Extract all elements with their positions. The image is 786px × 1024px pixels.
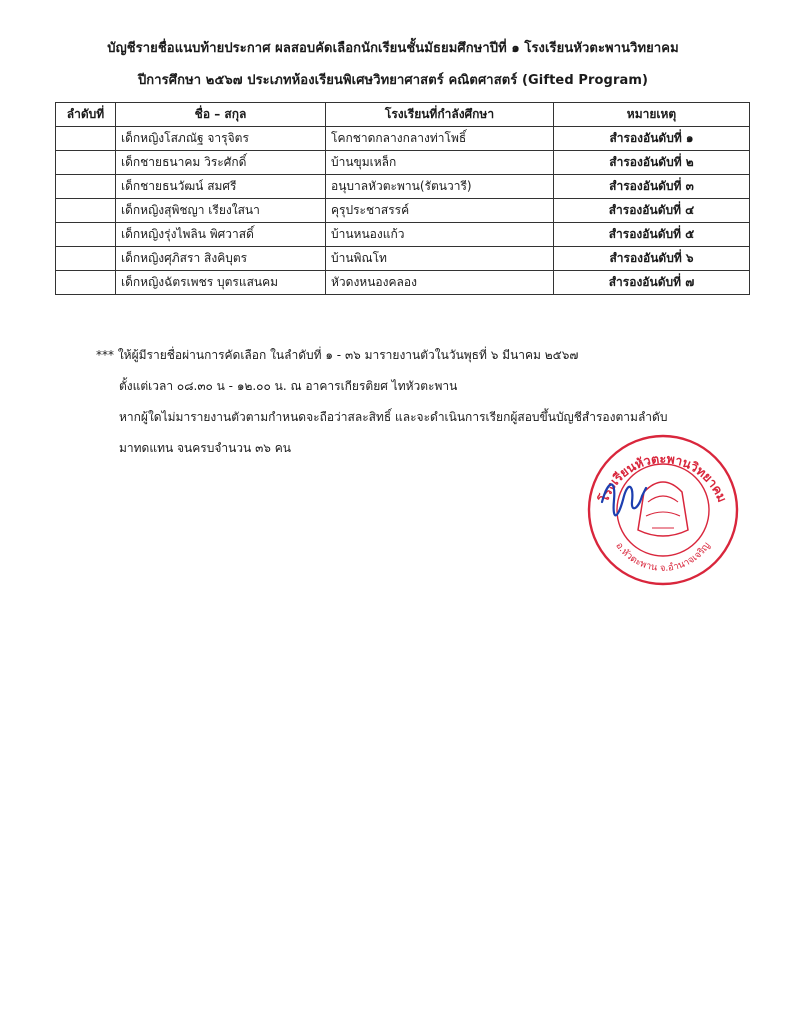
remark-line-1: *** ให้ผู้มีรายชื่อผ่านการคัดเลือก ในลำดับที่ ๑ - ๓๖ มารายงานตัวในวันพุธที่ ๖ มีนาคม ๒๕๖๗ — [96, 348, 579, 362]
cell-name: เด็กหญิงโสภณัฐ จารุจิตร — [116, 127, 326, 151]
seal-inner-ring — [617, 464, 709, 556]
remark-line-4: มาทดแทน จนครบจำนวน ๓๖ คน — [119, 441, 291, 455]
cell-school: อนุบาลหัวตะพาน(รัตนวารี) — [326, 175, 554, 199]
cell-note: สำรองอันดับที่ ๗ — [554, 271, 750, 295]
cell-note: สำรองอันดับที่ ๔ — [554, 199, 750, 223]
cell-note: สำรองอันดับที่ ๕ — [554, 223, 750, 247]
cell-no — [56, 271, 116, 295]
cell-name: เด็กชายธนวัฒน์ สมศรี — [116, 175, 326, 199]
cell-school: โคกชาดกลางกลางท่าโพธิ์ — [326, 127, 554, 151]
remark-line-3: หากผู้ใดไม่มารายงานตัวตามกำหนดจะถือว่าสละสิทธิ์ และจะดำเนินการเรียกผู้สอบขึ้นบัญชีสำรองตามลำดับ — [119, 410, 668, 424]
cell-note: สำรองอันดับที่ ๓ — [554, 175, 750, 199]
cell-name: เด็กหญิงรุ่งไพลิน พิศวาสดิ์ — [116, 223, 326, 247]
cell-name: เด็กหญิงสุพิชญา เรียงใสนา — [116, 199, 326, 223]
cell-no — [56, 223, 116, 247]
reserve-list-table — [55, 102, 750, 295]
header-school: โรงเรียนที่กำลังศึกษา — [326, 103, 554, 127]
table-row — [56, 223, 750, 247]
cell-school: บ้านพิณโท — [326, 247, 554, 271]
seal-text-top — [596, 451, 731, 505]
cell-no — [56, 247, 116, 271]
document-title-line-2: ปีการศึกษา ๒๕๖๗ ประเภทห้องเรียนพิเศษวิทยาศาสตร์ คณิตศาสตร์ (Gifted Program) — [137, 73, 649, 88]
cell-school: บ้านขุมเหล็ก — [326, 151, 554, 175]
cell-name: เด็กหญิงศุภิสรา สิงคิบุตร — [116, 247, 326, 271]
document-title-line-1: บัญชีรายชื่อแนบท้ายประกาศ ผลสอบคัดเลือกนักเรียนชั้นมัธยมศึกษาปีที่ ๑ โรงเรียนหัวตะพานวิทยาคม — [107, 41, 679, 56]
cell-note: สำรองอันดับที่ ๑ — [554, 127, 750, 151]
header-no: ลำดับที่ — [56, 103, 116, 127]
table-row — [56, 151, 750, 175]
table-row — [56, 271, 750, 295]
seal-text-top-path: โรงเรียนหัวตะพานวิทยาคม — [595, 450, 731, 505]
cell-school: หัวดงหนองคลอง — [326, 271, 554, 295]
cell-no — [56, 127, 116, 151]
school-seal-stamp — [582, 430, 744, 588]
cell-note: สำรองอันดับที่ ๒ — [554, 151, 750, 175]
remark-line-2: ตั้งแต่เวลา ๐๘.๓๐ น - ๑๒.๐๐ น. ณ อาคารเกียรติยศ ไทหัวตะพาน — [119, 379, 458, 393]
cell-school: บ้านหนองแก้ว — [326, 223, 554, 247]
cell-no — [56, 199, 116, 223]
cell-note: สำรองอันดับที่ ๖ — [554, 247, 750, 271]
table-row — [56, 199, 750, 223]
cell-school: คุรุประชาสรรค์ — [326, 199, 554, 223]
cell-name: เด็กชายธนาคม วิระศักดิ์ — [116, 151, 326, 175]
table-header-row — [56, 103, 750, 127]
table-row — [56, 247, 750, 271]
cell-name: เด็กหญิงฉัตรเพชร บุตรแสนคม — [116, 271, 326, 295]
seal-text-bottom — [613, 540, 712, 574]
seal-text-bottom-path: อ.หัวตะพาน จ.อำนาจเจริญ — [613, 540, 713, 574]
table-row — [56, 127, 750, 151]
seal-emblem-detail-icon — [646, 496, 680, 528]
header-name: ชื่อ – สกุล — [116, 103, 326, 127]
table-row — [56, 175, 750, 199]
header-note: หมายเหตุ — [554, 103, 750, 127]
cell-no — [56, 175, 116, 199]
cell-no — [56, 151, 116, 175]
